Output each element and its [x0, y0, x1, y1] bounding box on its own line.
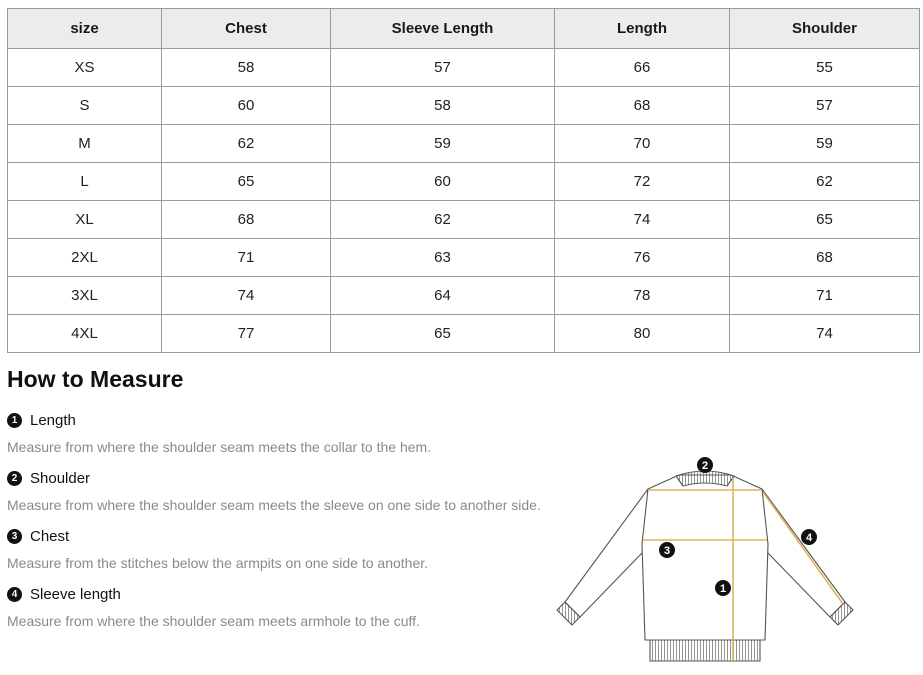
cell-length: 76 [555, 239, 730, 277]
marker-1 [715, 580, 731, 596]
step-heading [7, 526, 428, 546]
marker-4-label: 4 [805, 532, 813, 544]
cell-length: 68 [555, 87, 730, 125]
cell-shoulder: 68 [730, 239, 920, 277]
marker-3-label: 3 [663, 545, 671, 557]
step-heading [7, 584, 420, 604]
cell-chest: 77 [162, 315, 331, 353]
cell-size: XS [8, 49, 162, 87]
table-header-row [8, 9, 920, 49]
step-label: Length [30, 411, 76, 429]
cell-shoulder: 59 [730, 125, 920, 163]
step-shoulder [7, 468, 541, 513]
cell-shoulder: 57 [730, 87, 920, 125]
step-label: Shoulder [30, 469, 91, 487]
how-to-measure-title: How to Measure [7, 366, 184, 392]
cell-sleeve-length: 57 [331, 49, 555, 87]
table-row [8, 239, 920, 277]
cell-size: 2XL [8, 239, 162, 277]
step-label: Sleeve length [30, 585, 121, 603]
cell-length: 74 [555, 201, 730, 239]
cell-shoulder: 55 [730, 49, 920, 87]
cell-chest: 60 [162, 87, 331, 125]
cell-sleeve-length: 63 [331, 239, 555, 277]
step-description: Measure from the stitches below the armpits on one side to another. [7, 555, 429, 571]
cell-shoulder: 62 [730, 163, 920, 201]
cell-chest: 71 [162, 239, 331, 277]
cell-size: M [8, 125, 162, 163]
table-row [8, 277, 920, 315]
cell-size: 4XL [8, 315, 162, 353]
cell-shoulder: 71 [730, 277, 920, 315]
cell-length: 78 [555, 277, 730, 315]
cell-sleeve-length: 58 [331, 87, 555, 125]
table-row [8, 125, 920, 163]
cell-sleeve-length: 64 [331, 277, 555, 315]
number-badge-icon: 2 [7, 471, 22, 486]
cell-size: S [8, 87, 162, 125]
header-shoulder: Shoulder [730, 9, 920, 49]
cell-size: L [8, 163, 162, 201]
marker-4 [801, 529, 817, 545]
marker-2-label: 2 [701, 460, 709, 472]
cell-shoulder: 74 [730, 315, 920, 353]
cell-length: 80 [555, 315, 730, 353]
step-length [7, 410, 431, 455]
cell-shoulder: 65 [730, 201, 920, 239]
table-row [8, 163, 920, 201]
number-badge-icon: 4 [7, 587, 22, 602]
cell-chest: 62 [162, 125, 331, 163]
cell-chest: 65 [162, 163, 331, 201]
header-length: Length [555, 9, 730, 49]
cell-sleeve-length: 62 [331, 201, 555, 239]
cell-sleeve-length: 65 [331, 315, 555, 353]
marker-3 [659, 542, 675, 558]
step-label: Chest [30, 527, 70, 545]
table-row [8, 201, 920, 239]
number-badge-icon: 3 [7, 529, 22, 544]
cell-length: 72 [555, 163, 730, 201]
table-row [8, 49, 920, 87]
cell-length: 66 [555, 49, 730, 87]
cell-sleeve-length: 59 [331, 125, 555, 163]
step-description: Measure from where the shoulder seam meets the collar to the hem. [7, 439, 432, 455]
sweater-diagram-icon [555, 452, 855, 667]
marker-2 [697, 457, 713, 473]
sweater-body [642, 475, 768, 640]
table-row [8, 315, 920, 353]
number-badge-icon: 1 [7, 413, 22, 428]
cell-size: 3XL [8, 277, 162, 315]
table-row [8, 87, 920, 125]
size-chart-table [7, 8, 920, 353]
header-sleeve-length: Sleeve Length [331, 9, 555, 49]
marker-1-label: 1 [719, 583, 727, 595]
cell-length: 70 [555, 125, 730, 163]
header-size: size [8, 9, 162, 49]
cell-sleeve-length: 60 [331, 163, 555, 201]
left-sleeve [565, 489, 648, 617]
cell-size: XL [8, 201, 162, 239]
step-sleeve-length [7, 584, 420, 629]
step-heading [7, 410, 431, 430]
step-heading [7, 468, 541, 488]
hem-band [650, 640, 760, 661]
cell-chest: 74 [162, 277, 331, 315]
step-description: Measure from where the shoulder seam meets armhole to the cuff. [7, 613, 420, 629]
step-chest [7, 526, 428, 571]
step-description: Measure from where the shoulder seam meets the sleeve on one side to another side. [7, 497, 541, 513]
cell-chest: 58 [162, 49, 331, 87]
header-chest: Chest [162, 9, 331, 49]
cell-chest: 68 [162, 201, 331, 239]
